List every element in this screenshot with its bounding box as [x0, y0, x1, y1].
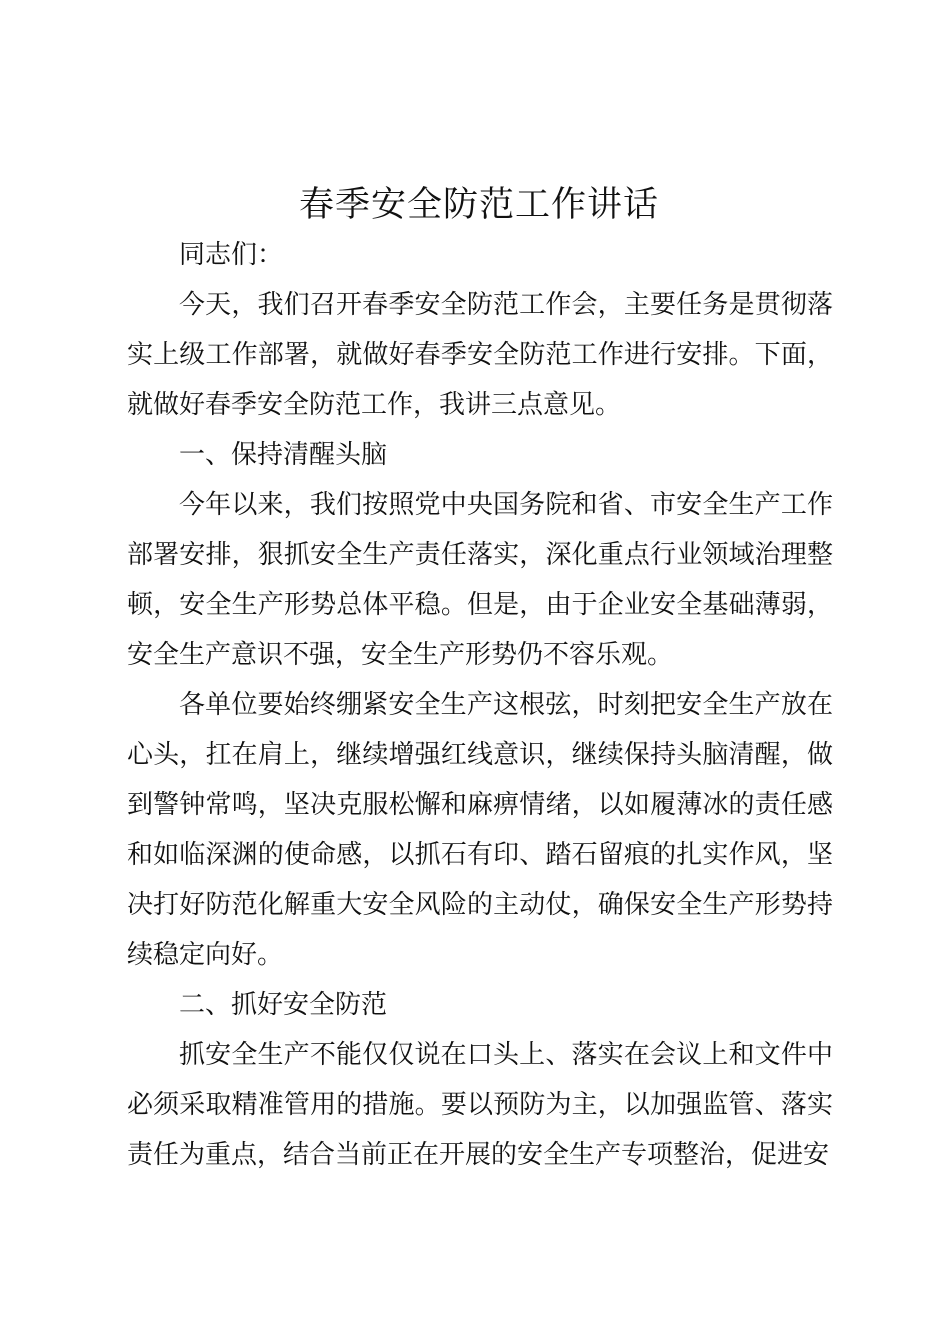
document-body — [127, 230, 833, 1180]
salutation: 同志们： — [179, 240, 284, 270]
body-paragraph: 各单位要始终绷紧安全生产这根弦，时刻把安全生产放在心头，扛在肩上，继续增强红线意识，继续保持头脑清醒，做到警钟常鸣，坚决克服松懈和麻痹情绪，以如履薄冰的责任感和如临深渊的使命感，以抓石有印、踏石留痕的扎实作风，坚决打好防范化解重大安全风险的主动仗，确保安全生产形势持续稳定向好。 — [127, 690, 833, 970]
section-heading-2: 二、抓好安全防范 — [179, 990, 388, 1020]
body-paragraph: 抓安全生产不能仅仅说在口头上、落实在会议上和文件中必须采取精准管用的措施。要以预防为主，以加强监管、落实责任为重点，结合当前正在开展的安全生产专项整治，促进安 — [127, 1040, 833, 1170]
document-title: 春季安全防范工作讲话 — [298, 185, 659, 225]
intro-paragraph: 今天，我们召开春季安全防范工作会，主要任务是贯彻落实上级工作部署，就做好春季安全防范工作进行安排。下面，就做好春季安全防范工作，我讲三点意见。 — [127, 290, 833, 420]
section-heading-1: 一、保持清醒头脑 — [179, 440, 388, 470]
body-paragraph: 今年以来，我们按照党中央国务院和省、市安全生产工作部署安排，狠抓安全生产责任落实，深化重点行业领域治理整顿，安全生产形势总体平稳。但是，由于企业安全基础薄弱，安全生产意识不强，安全生产形势仍不容乐观。 — [127, 490, 833, 670]
